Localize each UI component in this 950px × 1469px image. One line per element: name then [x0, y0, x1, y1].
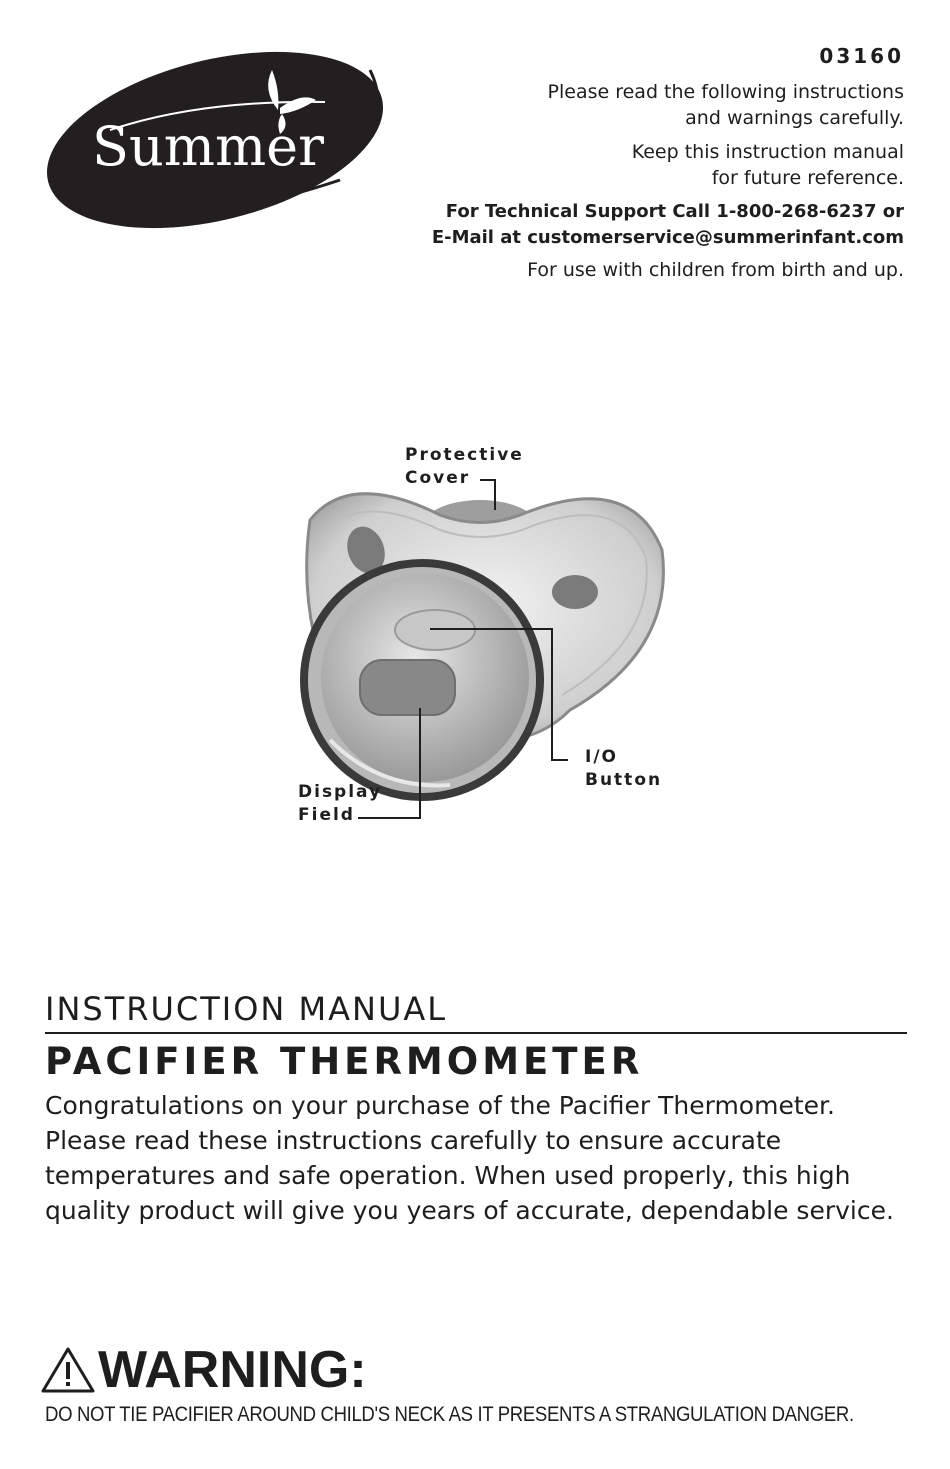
read-instructions-note: Please read the following instructions and warnings carefully. — [547, 81, 904, 129]
callout-io-button: I/O Button — [585, 747, 663, 790]
warning-triangle-icon — [40, 1345, 96, 1395]
intro-paragraph: Congratulations on your purchase of the Pacifier Thermometer. Please read these instructions carefully to ensure accurate temperatures and safe operation. When used properly, this high quality product will give you years of accurate, dependable service. — [45, 1091, 894, 1225]
document-type-label: INSTRUCTION MANUAL — [45, 990, 448, 1028]
callout-display-field: Display Field — [298, 782, 383, 825]
product-title: PACIFIER THERMOMETER — [45, 1040, 644, 1083]
age-note: For use with children from birth and up. — [527, 259, 904, 281]
keep-manual-note: Keep this instruction manual for future reference. — [631, 141, 904, 189]
technical-support: For Technical Support Call 1-800-268-6237 or E-Mail at customerservice@summerinfant.com — [431, 201, 904, 248]
callout-protective-cover: Protective Cover — [405, 445, 524, 488]
warning-text: DO NOT TIE PACIFIER AROUND CHILD'S NECK AS IT PRESENTS A STRANGULATION DANGER. — [45, 1401, 854, 1426]
warning-heading: WARNING: — [40, 1340, 367, 1400]
model-number: 03160 — [819, 44, 904, 68]
section-divider — [45, 1032, 907, 1034]
svg-text:Summer: Summer — [92, 115, 324, 178]
